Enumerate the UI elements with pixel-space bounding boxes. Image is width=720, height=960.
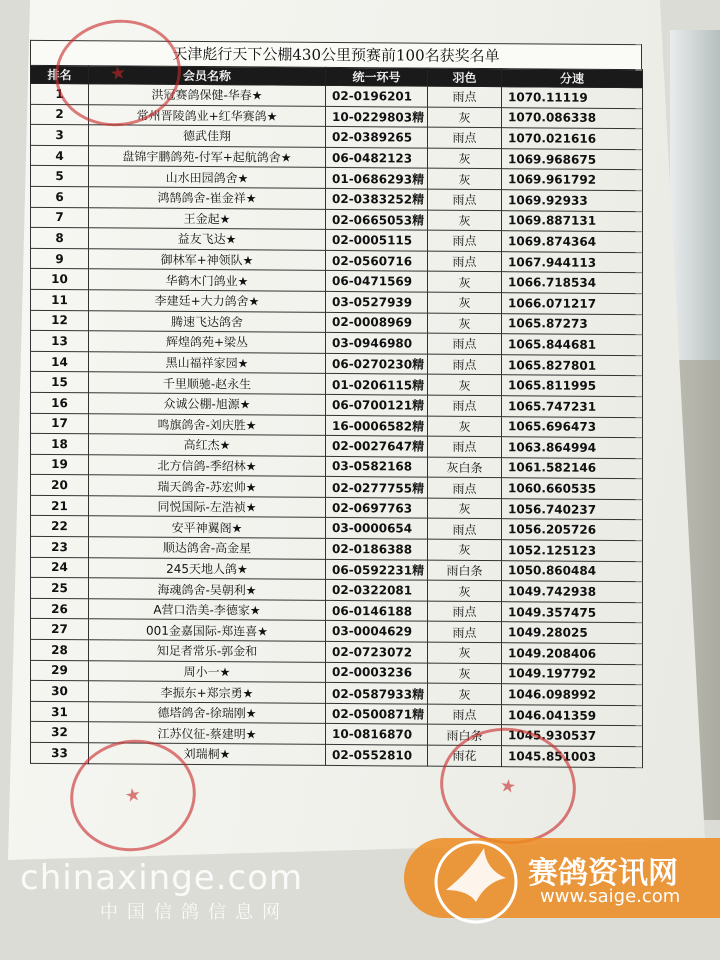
speed-cell: 1046.098992	[502, 684, 643, 706]
star-icon: ★	[108, 61, 128, 85]
rank-cell: 23	[31, 536, 89, 557]
feather-color-cell: 灰	[428, 313, 502, 334]
ring-number-cell: 03-0000654	[326, 518, 428, 539]
rank-cell: 19	[31, 454, 89, 475]
feather-color-cell: 灰	[428, 663, 502, 684]
feather-color-cell: 雨花	[428, 745, 502, 766]
speed-cell: 1056.740237	[502, 499, 643, 521]
speed-cell: 1049.357475	[502, 601, 643, 623]
feather-color-cell: 雨点	[428, 251, 502, 272]
rank-cell: 17	[31, 413, 89, 434]
feather-color-cell: 灰	[428, 169, 502, 190]
speed-cell: 1069.92933	[502, 190, 643, 212]
member-name-cell: 王金起★	[89, 207, 326, 229]
member-name-cell: 盘锦宇鹏鸽苑-付军+起航鸽舍★	[89, 146, 326, 168]
ring-number-cell: 06-0700121精	[326, 394, 428, 415]
member-name-cell: 知足者常乐-郭金和	[89, 640, 326, 662]
feather-color-cell: 雨白条	[428, 560, 502, 581]
feather-color-cell: 雨点	[428, 519, 502, 540]
speed-cell: 1049.208406	[502, 643, 643, 665]
rank-cell: 14	[31, 351, 89, 372]
speed-cell: 1070.11119	[502, 87, 643, 109]
member-name-cell: 千里顺驰-赵永生	[89, 372, 326, 394]
header-feather-color: 羽色	[428, 68, 502, 87]
speed-cell: 1049.197792	[502, 663, 643, 685]
rank-cell: 12	[31, 310, 89, 331]
rank-cell: 6	[31, 186, 89, 207]
watermark-saige-title: 赛鸽资讯网	[528, 856, 678, 891]
ring-number-cell: 02-0560716	[326, 250, 428, 271]
ring-number-cell: 01-0206115精	[326, 374, 428, 395]
member-name-cell: 洪冠赛鸽保健-华春★	[89, 84, 326, 106]
ring-number-cell: 06-0146188	[326, 600, 428, 621]
rank-cell: 3	[31, 125, 89, 146]
member-name-cell: 李建廷+大力鸽舍★	[89, 290, 326, 312]
rank-cell: 22	[31, 516, 89, 537]
ring-number-cell: 02-0552810	[326, 744, 428, 765]
rank-cell: 33	[31, 742, 89, 763]
member-name-cell: 北方信鸽-季绍林★	[89, 454, 326, 476]
member-name-cell: 辉煌鸽苑+梁丛	[89, 331, 326, 353]
speed-cell: 1049.28025	[502, 622, 643, 644]
ring-number-cell: 02-0500871精	[326, 703, 428, 724]
rank-cell: 25	[31, 578, 89, 599]
rank-cell: 21	[31, 495, 89, 516]
table-body	[31, 83, 643, 767]
feather-color-cell: 雨点	[428, 127, 502, 148]
speed-cell: 1045.851003	[502, 746, 643, 768]
header-rank: 排名	[31, 65, 89, 83]
rank-cell: 26	[31, 598, 89, 619]
rank-cell: 5	[31, 166, 89, 187]
member-name-cell: 高红杰★	[89, 434, 326, 456]
member-name-cell: 李振东+郑宗勇★	[89, 681, 326, 703]
member-name-cell: A营口浩美-李德家★	[89, 599, 326, 621]
ring-number-cell: 02-0322081	[326, 580, 428, 601]
feather-color-cell: 雨点	[428, 704, 502, 725]
member-name-cell: 周小一★	[89, 660, 326, 682]
feather-color-cell: 雨点	[428, 395, 502, 416]
rank-cell: 16	[31, 392, 89, 413]
member-name-cell: 鸣旗鸽舍-刘庆胜★	[89, 413, 326, 435]
speed-cell: 1069.874364	[502, 231, 643, 253]
rank-cell: 9	[31, 248, 89, 269]
rank-cell: 27	[31, 619, 89, 640]
speed-cell: 1045.930537	[502, 725, 643, 747]
rank-cell: 31	[31, 701, 89, 722]
ring-number-cell: 03-0004629	[326, 621, 428, 642]
feather-color-cell: 灰	[428, 683, 502, 704]
ring-number-cell: 06-0482123	[326, 147, 428, 168]
header-ring-number: 统一环号	[326, 67, 428, 86]
ring-number-cell: 02-0383252精	[326, 188, 428, 209]
ring-number-cell: 10-0229803精	[326, 106, 428, 127]
ring-number-cell: 03-0946980	[326, 333, 428, 354]
speed-cell: 1050.860484	[502, 560, 643, 582]
member-name-cell: 刘瑞桐★	[89, 743, 326, 765]
member-name-cell: 黑山福祥家园★	[89, 351, 326, 373]
member-name-cell: 江苏仪征-蔡建明★	[89, 722, 326, 744]
member-name-cell: 安平神翼阁★	[89, 516, 326, 538]
rank-cell: 7	[31, 207, 89, 228]
rank-cell: 8	[31, 228, 89, 249]
ring-number-cell: 02-0389265	[326, 127, 428, 148]
star-icon: ★	[123, 783, 143, 808]
speed-cell: 1067.944113	[502, 251, 643, 273]
ring-number-cell: 02-0587933精	[326, 683, 428, 704]
speed-cell: 1063.864994	[502, 437, 643, 459]
feather-color-cell: 灰	[428, 539, 502, 560]
rank-cell: 29	[31, 660, 89, 681]
feather-color-cell: 雨白条	[428, 725, 502, 746]
feather-color-cell: 灰	[428, 580, 502, 601]
rank-cell: 20	[31, 475, 89, 496]
member-name-cell: 德武佳翔	[89, 125, 326, 147]
feather-color-cell: 雨点	[428, 477, 502, 498]
speed-cell: 1052.125123	[502, 540, 643, 562]
ring-number-cell: 02-0665053精	[326, 209, 428, 230]
ring-number-cell: 02-0723072	[326, 641, 428, 662]
rank-cell: 1	[31, 83, 89, 104]
member-name-cell: 山水田园鸽舍★	[89, 166, 326, 188]
speed-cell: 1065.811995	[502, 375, 643, 397]
ring-number-cell: 06-0471569	[326, 271, 428, 292]
rank-cell: 32	[31, 722, 89, 743]
feather-color-cell: 灰	[428, 642, 502, 663]
member-name-cell: 众诚公棚-旭源★	[89, 393, 326, 415]
feather-color-cell: 雨点	[428, 189, 502, 210]
feather-color-cell: 灰	[428, 374, 502, 395]
rank-cell: 11	[31, 289, 89, 310]
feather-color-cell: 灰白条	[428, 457, 502, 478]
ring-number-cell: 03-0527939	[326, 291, 428, 312]
speed-cell: 1070.086338	[502, 107, 643, 129]
ring-number-cell: 10-0816870	[326, 724, 428, 745]
feather-color-cell: 灰	[428, 271, 502, 292]
speed-cell: 1056.205726	[502, 519, 643, 541]
member-name-cell: 华鹤木门鸽业★	[89, 269, 326, 291]
document-title: 天津彪行天下公棚430公里预赛前100名获奖名单	[30, 40, 642, 69]
ring-number-cell: 02-0027647精	[326, 436, 428, 457]
speed-cell: 1069.961792	[502, 169, 643, 191]
rank-cell: 4	[31, 145, 89, 166]
feather-color-cell: 灰	[428, 148, 502, 169]
speed-cell: 1061.582146	[502, 457, 643, 479]
speed-cell: 1066.718534	[502, 272, 643, 294]
ring-number-cell: 02-0186388	[326, 538, 428, 559]
member-name-cell: 益友飞达★	[89, 228, 326, 250]
member-name-cell: 001金嘉国际-郑连喜★	[89, 619, 326, 641]
ring-number-cell: 02-0003236	[326, 662, 428, 683]
speed-cell: 1065.844681	[502, 334, 643, 356]
header-speed: 分速	[502, 69, 643, 88]
feather-color-cell: 雨点	[428, 601, 502, 622]
speed-cell: 1069.968675	[502, 148, 643, 170]
pigeon-logo-icon	[426, 830, 526, 930]
member-name-cell: 鸿鹄鸽舍-崔金祥★	[89, 187, 326, 209]
speed-cell: 1046.041359	[502, 704, 643, 726]
ring-number-cell: 01-0686293精	[326, 168, 428, 189]
rank-cell: 2	[31, 104, 89, 125]
ring-number-cell: 16-0006582精	[326, 415, 428, 436]
member-name-cell: 海魂鸽舍-吴朝利★	[89, 578, 326, 600]
member-name-cell: 御林军+神领队★	[89, 249, 326, 271]
speed-cell: 1066.071217	[502, 293, 643, 315]
feather-color-cell: 雨点	[428, 622, 502, 643]
member-name-cell: 常州晋陵鸽业+红华赛鸽★	[89, 104, 326, 126]
watermark-chinaxinge: chinaxinge.com	[20, 858, 304, 898]
ring-number-cell: 02-0196201	[326, 85, 428, 106]
feather-color-cell: 雨点	[428, 333, 502, 354]
feather-color-cell: 灰	[428, 107, 502, 128]
rank-cell: 28	[31, 639, 89, 660]
background-folder	[670, 30, 720, 360]
member-name-cell: 245天地人鸽★	[89, 557, 326, 579]
star-icon: ★	[498, 774, 518, 798]
speed-cell: 1065.827801	[502, 354, 643, 376]
rank-cell: 15	[31, 372, 89, 393]
results-table	[30, 65, 643, 768]
rank-cell: 13	[31, 330, 89, 351]
feather-color-cell: 雨点	[428, 86, 502, 107]
member-name-cell: 顺达鸽舍-高金星	[89, 537, 326, 559]
speed-cell: 1069.887131	[502, 210, 643, 232]
feather-color-cell: 灰	[428, 416, 502, 437]
speed-cell: 1060.660535	[502, 478, 643, 500]
speed-cell: 1065.87273	[502, 313, 643, 335]
member-name-cell: 德塔鸽舍-徐瑞刚★	[89, 702, 326, 724]
feather-color-cell: 灰	[428, 210, 502, 231]
member-name-cell: 瑞天鸽舍-苏宏帅★	[89, 475, 326, 497]
header-member-name: 会员名称	[89, 66, 326, 86]
rank-cell: 24	[31, 557, 89, 578]
member-name-cell: 同悦国际-左浩祯★	[89, 496, 326, 518]
rank-cell: 10	[31, 269, 89, 290]
ring-number-cell: 06-0270230精	[326, 353, 428, 374]
rank-cell: 30	[31, 681, 89, 702]
results-sheet	[30, 40, 642, 844]
feather-color-cell: 雨点	[428, 436, 502, 457]
feather-color-cell: 雨点	[428, 230, 502, 251]
feather-color-cell: 灰	[428, 498, 502, 519]
speed-cell: 1070.021616	[502, 128, 643, 150]
ring-number-cell: 02-0008969	[326, 312, 428, 333]
ring-number-cell: 06-0592231精	[326, 559, 428, 580]
speed-cell: 1049.742938	[502, 581, 643, 603]
feather-color-cell: 灰	[428, 292, 502, 313]
ring-number-cell: 02-0005115	[326, 230, 428, 251]
member-name-cell: 腾速飞达鸽舍	[89, 310, 326, 332]
watermark-chinaxinge-subtitle: 中国信鸽信息网	[100, 902, 289, 923]
speed-cell: 1065.747231	[502, 396, 643, 418]
watermark-saige-url: www.saige.com	[540, 886, 681, 907]
ring-number-cell: 03-0582168	[326, 456, 428, 477]
feather-color-cell: 雨点	[428, 354, 502, 375]
ring-number-cell: 02-0697763	[326, 497, 428, 518]
rank-cell: 18	[31, 433, 89, 454]
speed-cell: 1065.696473	[502, 416, 643, 438]
ring-number-cell: 02-0277755精	[326, 477, 428, 498]
